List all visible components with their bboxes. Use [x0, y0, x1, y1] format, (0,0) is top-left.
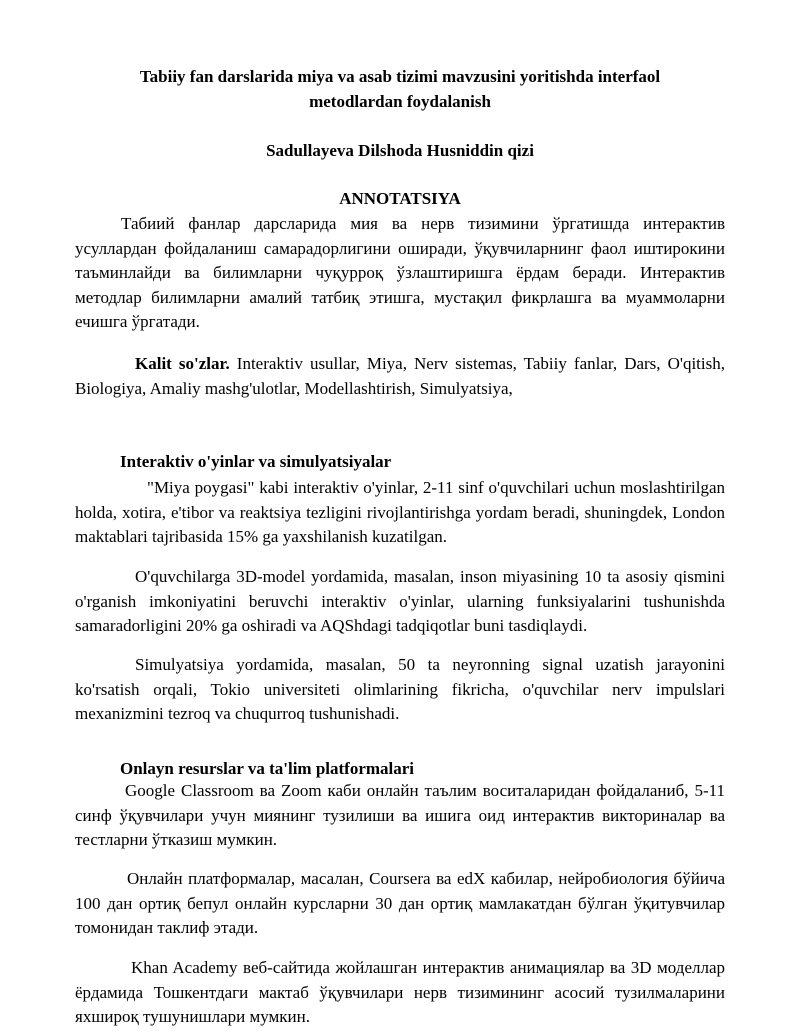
section-heading-games: Interaktiv o'yinlar va simulyatsiyalar: [120, 452, 392, 471]
section2-paragraph-1: Google Classroom ва Zoom каби онлайн таълим воситаларидан фойдаланиб, 5-11 синф ўқувчилари учун миянинг тузилиши ва ишига оид интерактив викториналар ва тестларни ўтказиш мумкин.: [75, 781, 725, 849]
title-line-1: Tabiiy fan darslarida miya va asab tizimi mavzusini yoritishda interfaol: [139, 67, 661, 86]
keywords-text: Interaktiv usullar, Miya, Nerv sistemas, Tabiiy fanlar, Dars, O'qitish, Biologiya, Amaliy mashg'ulotlar, Modellashtirish, Simulyatsiya,: [75, 354, 725, 398]
annotation-paragraph: Табиий фанлар дарсларида мия ва нерв тизимини ўргатишда интерактив усуллардан фойдаланиш самарадорлигини оширади, ўқувчиларнинг фаол иштирокини таъминлайди ва билимларни чуқурроқ ўзлаштиришга ёрдам беради. Интерактив методлар билимларни амалий татбиқ этишга, мустақил фикрлашга ва муаммоларни ечишга ўргатади.: [75, 214, 725, 331]
author-name: Sadullayeva Dilshoda Husniddin qizi: [266, 141, 534, 160]
title-line-2: metodlardan foydalanish: [309, 92, 491, 111]
paper-title: [60, 64, 740, 114]
keywords-label: Kalit so'zlar.: [135, 354, 230, 373]
keywords-paragraph: [75, 352, 725, 401]
annotation-heading: ANNOTATSIYA: [339, 189, 461, 208]
section1-paragraph-2: O'quvchilarga 3D-model yordamida, masalan, inson miyasining 10 ta asosiy qismini o'rganish imkoniyatini beruvchi interaktiv o'yinlar, ularning funksiyalarini tushunishda samaradorligini 20% ga oshiradi va AQShdagi tadqiqotlar buni tasdiqlaydi.: [75, 567, 725, 635]
section1-paragraph-3: Simulyatsiya yordamida, masalan, 50 ta neyronning signal uzatish jarayonini ko'rsatish orqali, Tokio universiteti olimlarining fikricha, o'quvchilar nerv impulslari mexanizmini tezroq va chuqurroq tushunishadi.: [75, 655, 725, 723]
section2-paragraph-2: Онлайн платформалар, масалан, Coursera ва edX кабилар, нейробиология бўйича 100 дан ортиқ бепул онлайн курсларни 30 дан ортиқ мамлакатдан бўлган ўқитувчилар томонидан таклиф этади.: [75, 869, 725, 937]
section-heading-online: Onlayn resurslar va ta'lim platformalari: [120, 759, 415, 778]
section1-paragraph-1: "Miya poygasi" kabi interaktiv o'yinlar, 2-11 sinf o'quvchilari uchun moslashtirilgan holda, xotira, e'tibor va reaktsiya tezligini rivojlantirishga yordam beradi, shuningdek, London maktablari tajribasida 15% ga yaxshilanish kuzatilgan.: [75, 478, 725, 546]
section2-paragraph-3: Khan Academy веб-сайтида жойлашган интерактив анимациялар ва 3D моделлар ёрдамида Тошкентдаги мактаб ўқувчилари нерв тизимининг асосий тузилмаларини яхшироқ тушунишлари мумкин.: [75, 958, 725, 1026]
